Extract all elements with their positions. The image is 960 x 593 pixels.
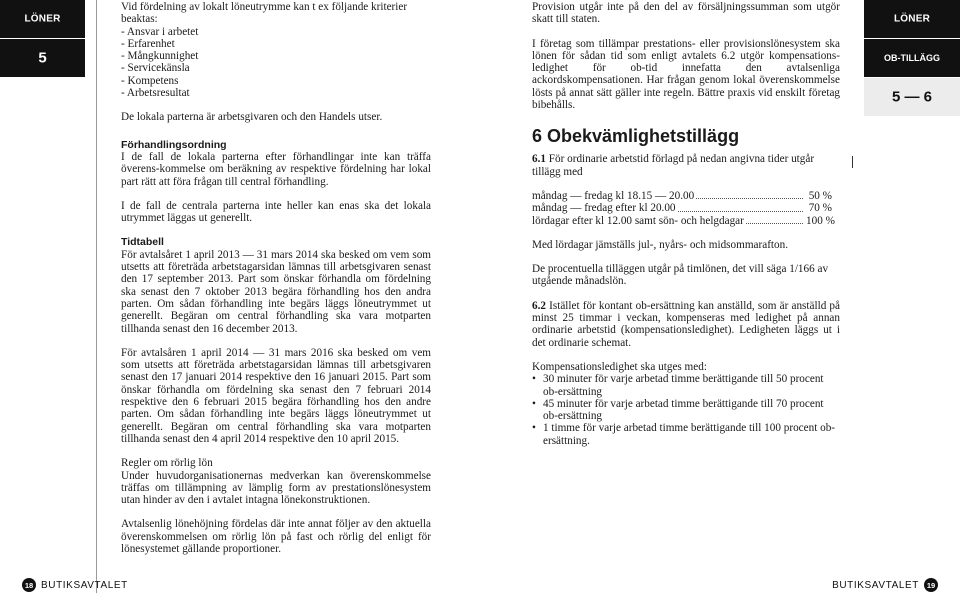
right-section-tab [864, 0, 960, 38]
leader-dots [746, 223, 803, 224]
bullet-icon: • [532, 422, 536, 435]
right-subsection-tab [864, 39, 960, 77]
compensation-item-text: 1 timme för varje arbetad timme berättigande till 100 procent ob-ersättning. [543, 422, 836, 447]
compensation-item-text: 30 minuter för varje arbetad timme berättigande till 50 procent ob-ersättning [543, 373, 824, 398]
rate-label: lördagar efter kl 12.00 samt sön- och helgdagar [532, 214, 744, 227]
negotiation-paragraph: I de fall de lokala parterna efter förhandlingar inte kan träffa överens-kommelse om beräkning av respektive fördelning har lokal part rätt att föra frågan till central förhandling. [121, 150, 431, 188]
timetable-paragraph-2014: För avtalsåren 1 april 2014 — 31 mars 2016 ska besked om vem som utsetts att företräda arbetstagarsidan lämnas till arbetsgivaren senast den 17 januari 2014 respektive den 16 januari 2015. Part som önskar förhandla om fördelning ska senast den 7 februari 2014 respektive den 6 februari 2015 begära förhandling hos den andre parten. Om sådan förhandling inte begärs läggs löneutrymmet ut generellt. Begäran om central förhandling ska vara motparten tillhanda senast den 4 april 2014 respektive den 10 april 2015. [121, 346, 431, 445]
left-section-tab [0, 0, 85, 38]
left-section-number-tab [0, 39, 85, 77]
rate-row [532, 190, 832, 202]
compensation-item [532, 398, 840, 423]
section-6-1-paragraph [532, 153, 840, 178]
rate-value: 50 % [808, 189, 832, 202]
left-page-column [121, 1, 431, 555]
rate-row [532, 214, 835, 227]
section-6-1-text: För ordinarie arbetstid förlagd på nedan angivna tider utgår tillägg med [532, 153, 815, 178]
bullet-icon: • [532, 397, 536, 410]
section-6-2-paragraph [532, 300, 840, 349]
left-footer-label: BUTIKSAVTALET [41, 579, 128, 591]
rules-paragraph: Under huvudorganisationernas medverkan kan överenskommelse träffas om tillämpning av lämplig form av prestationslönesystem utan hinder av den i avtalet intagna lönekonstruktionen. [121, 469, 431, 507]
rate-label: måndag — fredag kl 18.15 — 20.00 [532, 189, 695, 202]
section-6-heading: 6 Obekvämlighetstillägg [532, 126, 740, 147]
criteria-item: - Servicekänsla [121, 62, 190, 75]
criteria-intro: Vid fördelning av lokalt löneutrymme kan t ex följande kriterier beaktas: [121, 1, 408, 26]
right-footer-label: BUTIKSAVTALET [832, 579, 919, 591]
rate-table [532, 189, 835, 227]
final-paragraph: Avtalsenlig lönehöjning fördelas där inte annat följer av den aktuella överenskommelsen om rörlig lön på fast och rörlig del enligt för lönesystemet gällande proportioner. [121, 518, 431, 555]
central-paragraph: I de fall de centrala parterna inte heller kan enas ska det lokala utrymmet läggas ut generellt. [121, 199, 431, 225]
rate-value: 70 % [808, 202, 832, 215]
right-subsection-title: OB-TILLÄGG [884, 53, 940, 63]
leader-dots [678, 211, 803, 212]
negotiation-heading: Förhandlingsordning [121, 138, 227, 151]
section-6-2-number: 6.2 [532, 299, 546, 312]
compensation-intro: Kompensationsledighet ska utges med: [532, 360, 707, 373]
compensation-item [532, 373, 840, 398]
compensation-list [532, 373, 840, 447]
left-footer [22, 578, 128, 592]
left-margin-rule [96, 0, 97, 593]
percent-paragraph: De procentuella tilläggen utgår på timlönen, det vill säga 1/166 av utgående månadslön. [532, 263, 829, 288]
criteria-item: - Erfarenhet [121, 37, 175, 50]
left-section-number: 5 [38, 49, 47, 67]
criteria-item: - Ansvar i arbetet [121, 25, 199, 38]
leader-dots [696, 198, 803, 199]
timetable-heading: Tidtabell [121, 236, 164, 249]
bullet-icon: • [532, 373, 536, 386]
left-page-number: 18 [22, 578, 36, 592]
parties-note: De lokala parterna är arbetsgivaren och den Handels utser. [121, 111, 383, 124]
right-footer [832, 578, 938, 592]
criteria-item: - Kompetens [121, 74, 179, 87]
compensation-item-text: 45 minuter för varje arbetad timme berättigande till 70 procent ob-ersättning [543, 397, 824, 423]
right-page-column [532, 1, 840, 447]
criteria-item: - Arbetsresultat [121, 87, 190, 100]
section-6-1-number: 6.1 [532, 153, 546, 166]
rate-value: 100 % [806, 214, 835, 227]
right-page-number: 19 [924, 578, 938, 592]
timetable-paragraph-2013: För avtalsåret 1 april 2013 — 31 mars 2014 ska besked om vem som utsetts att företräda arbetstagarsidan lämnas till arbetsgivaren senast den 17 september 2013. Part som önskar förhandla om fördelning ska senast den 7 oktober 2013 begära förhandling hos den andra parten. Om sådan förhandling inte begärs läggs löneutrymmet ut generellt. Begäran om central förhandling ska vara motparten tillhanda senast den 16 december 2013. [121, 248, 431, 335]
right-section-title: LÖNER [894, 13, 930, 25]
rules-heading: Regler om rörlig lön [121, 457, 213, 470]
holidays-paragraph: Med lördagar jämställs jul-, nyårs- och midsommarafton. [532, 238, 789, 251]
criteria-item: - Mångkunnighet [121, 50, 199, 63]
criteria-list [121, 26, 431, 100]
left-section-title: LÖNER [24, 13, 61, 25]
section-6-2-text: Istället för kontant ob-ersättning kan anställd, som är anställd på minst 25 timmar i veckan, kompenseras med ledighet på annan ordinarie arbetstid (kompensationsledighet). Ledigheten läggs ut i det ordinarie schemat. [532, 299, 840, 349]
rate-label: måndag — fredag efter kl 20.00 [532, 202, 676, 215]
change-bar [852, 156, 853, 168]
rate-row [532, 202, 832, 214]
commission-paragraph: I företag som tillämpar prestations- eller provisionslönesystem ska lönen för sådan tid som enligt avtalets 6.2 utgör kompensations-ledighet för ob-tid innefatta den avtalsenliga ackordskompensationen. Har frågan genom lokal överenskommelse lösts på annat sätt gäller inte regeln. Bättre praxis vid enskilt företag bibehålls. [532, 37, 840, 112]
provision-paragraph: Provision utgår inte på den del av försäljningssumman som utgör skatt till staten. [532, 1, 840, 26]
right-range-tab [864, 78, 960, 116]
compensation-item [532, 422, 840, 447]
right-section-range: 5 — 6 [891, 88, 933, 106]
